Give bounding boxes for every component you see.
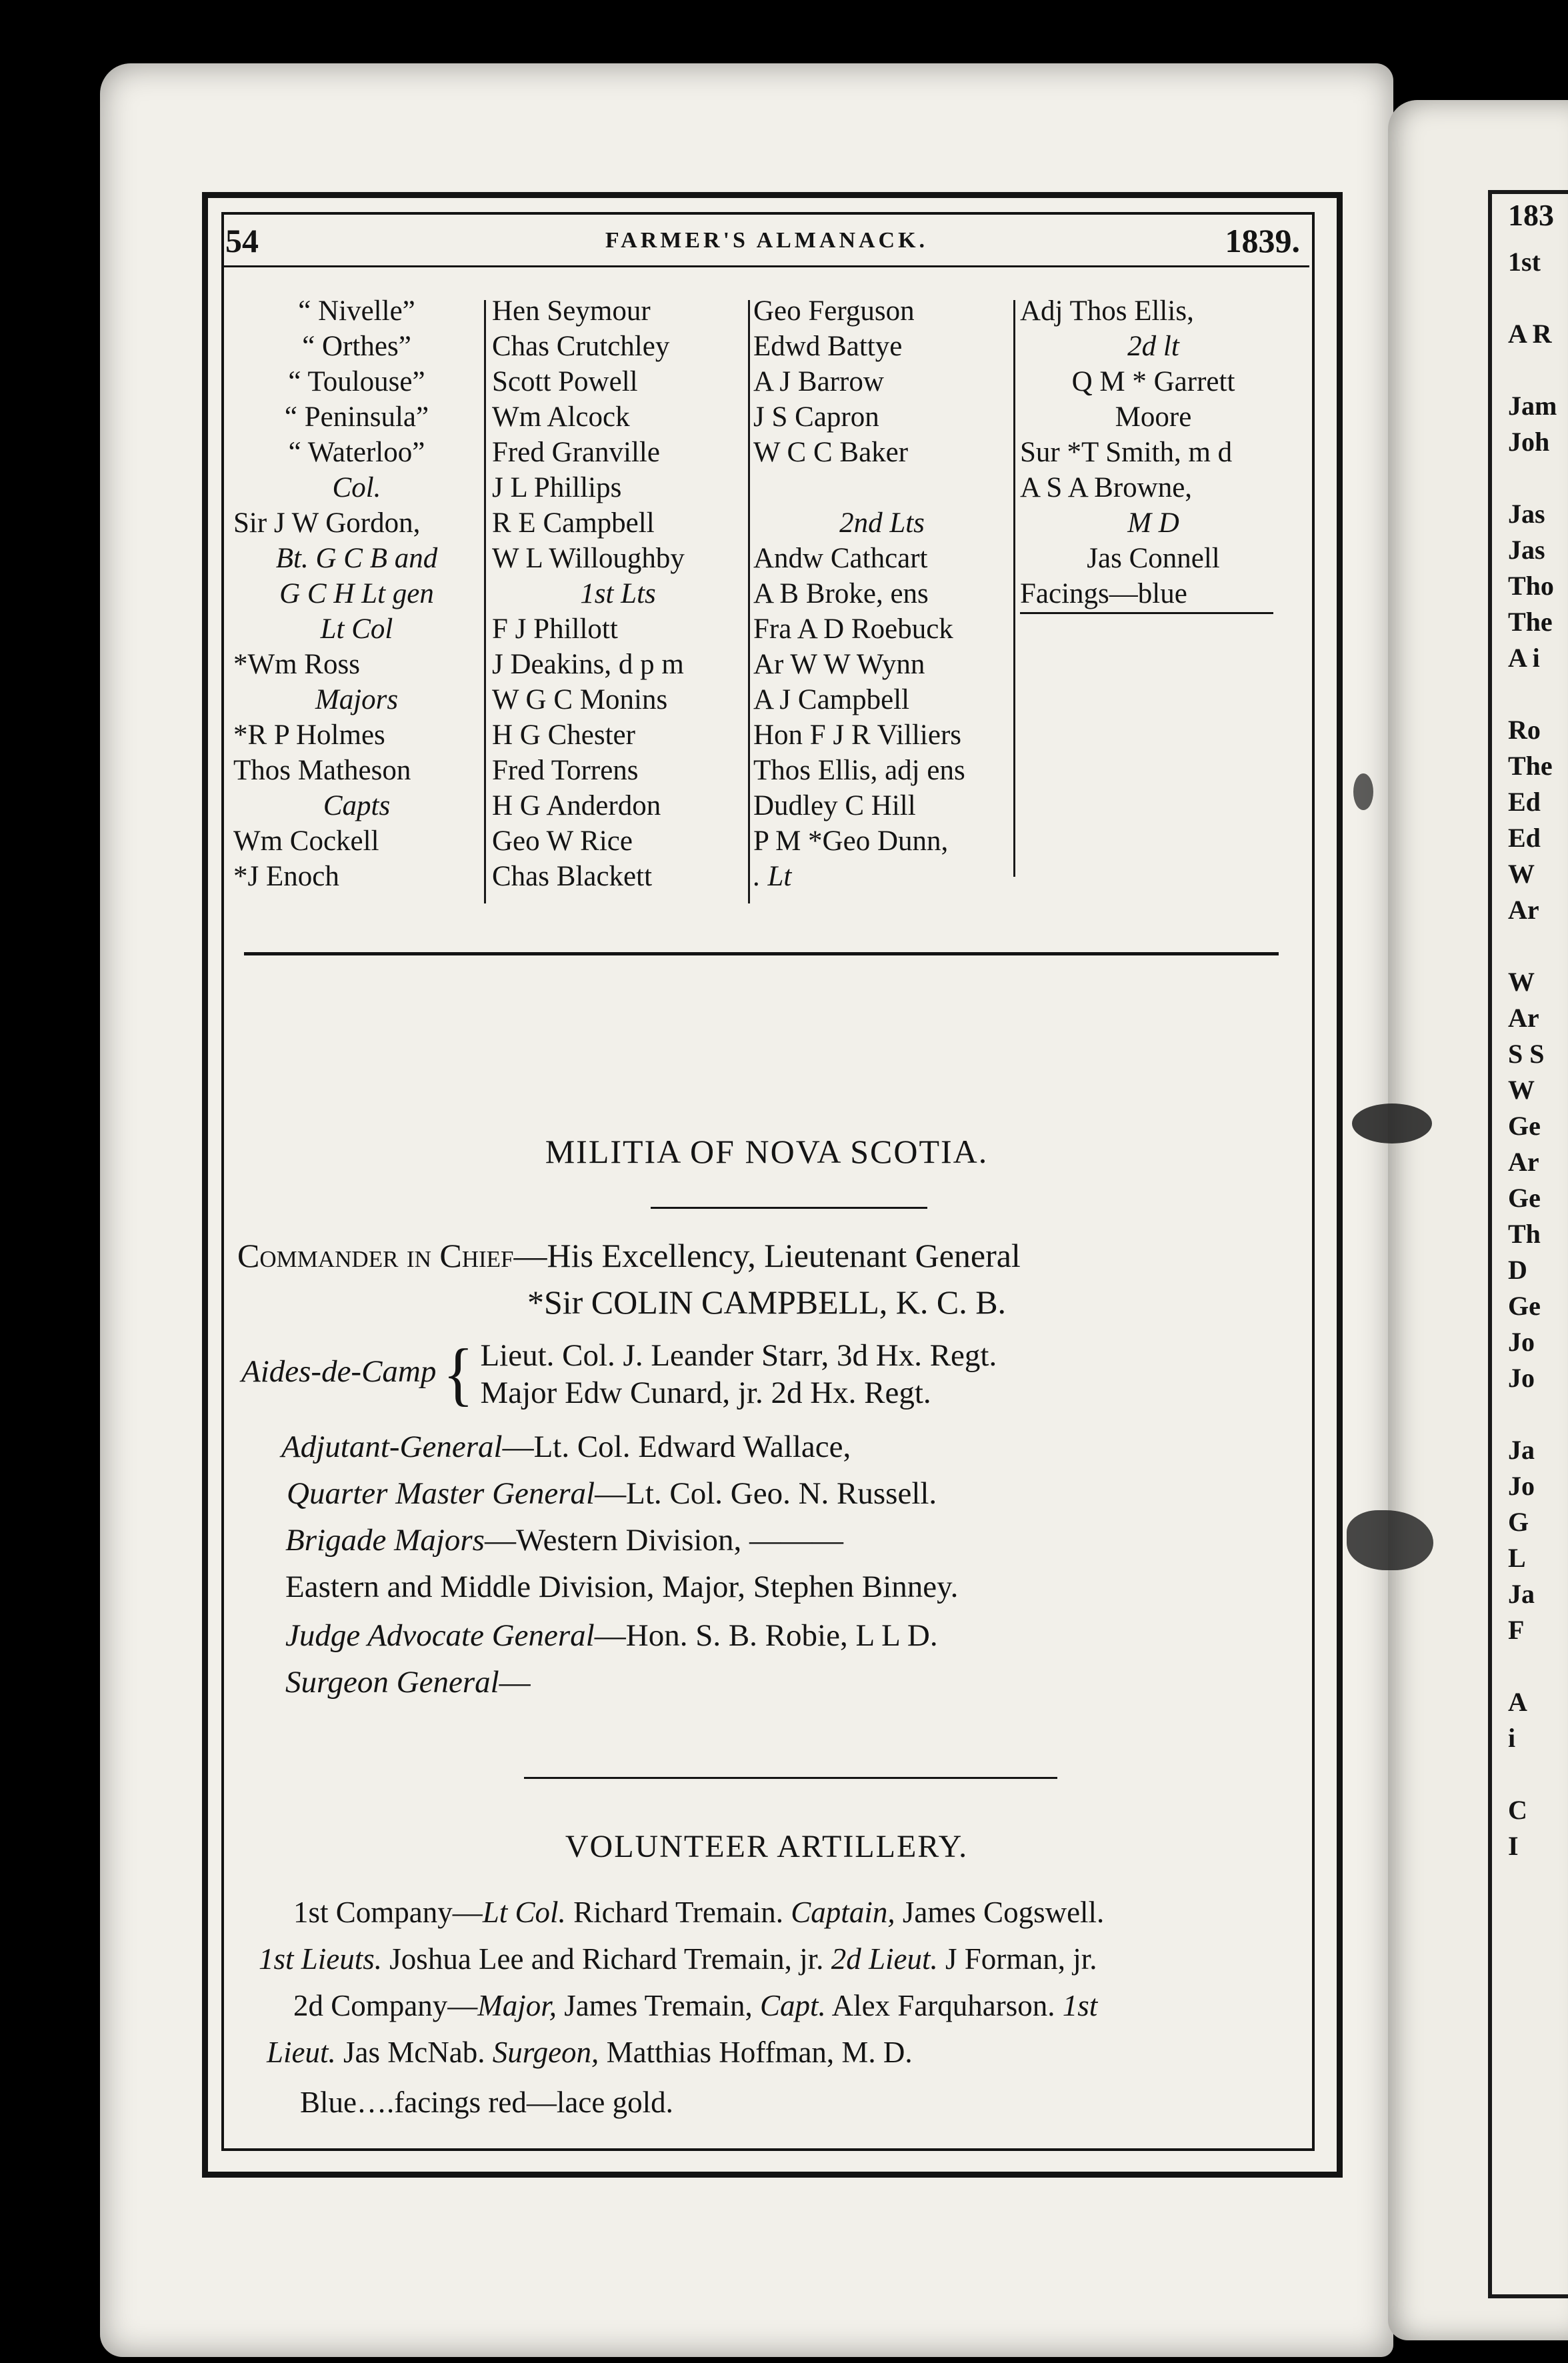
officer-entry: A J Campbell	[753, 684, 910, 715]
right-page-line: Ed	[1508, 787, 1541, 817]
qm-label: Quarter Master General	[287, 1476, 595, 1511]
officer-entry: H G Anderdon	[492, 790, 661, 821]
officer-entry: “ Peninsula”	[284, 401, 429, 433]
officer-entry: Hen Seymour	[492, 295, 651, 327]
officer-entry: Hon F J R Villiers	[753, 719, 962, 751]
page-number: 54	[225, 222, 259, 259]
qm-text: —Lt. Col. Geo. N. Russell.	[595, 1476, 937, 1511]
right-page-line: 1st	[1508, 247, 1541, 277]
right-page-line: W	[1508, 1075, 1535, 1105]
right-page-line: D	[1508, 1255, 1527, 1285]
surgeon-line	[285, 1659, 1352, 1706]
officer-column-2	[492, 293, 744, 894]
brigade-label: Brigade Majors	[285, 1523, 485, 1558]
officer-entry: J L Phillips	[492, 472, 622, 503]
column-divider	[748, 300, 750, 903]
artillery-text: Joshua Lee and Richard Tremain, jr.	[382, 1942, 831, 1976]
officer-entry: Moore	[1115, 401, 1192, 433]
officer-entry: Capts	[323, 790, 391, 821]
officer-entry: Sir J W Gordon,	[233, 507, 421, 539]
officer-entry: A B Broke, ens	[753, 578, 929, 609]
right-page-line: Jo	[1508, 1471, 1535, 1501]
judge-line	[285, 1612, 1352, 1659]
artillery-text: Matthias Hoffman, M. D.	[599, 2036, 913, 2069]
officer-entry: P M *Geo Dunn,	[753, 825, 949, 857]
brigade-text: —Western Division, ———	[484, 1523, 843, 1558]
artillery-text: James Tremain,	[557, 1989, 761, 2022]
brigade-line	[285, 1517, 1352, 1564]
right-page-line: Ja	[1508, 1435, 1535, 1465]
officer-entry: H G Chester	[492, 719, 635, 751]
officer-entry: J S Capron	[753, 401, 879, 433]
column-rule	[1020, 612, 1273, 614]
right-page-line: Jas	[1508, 535, 1545, 565]
officer-entry: Fred Torrens	[492, 755, 639, 786]
right-page-line: A R	[1508, 319, 1552, 349]
officer-entry: “ Orthes”	[302, 331, 411, 362]
officer-column-4	[1020, 293, 1287, 611]
right-page-line: Ed	[1508, 823, 1541, 853]
officer-entry: Fra A D Roebuck	[753, 613, 953, 645]
title-rule	[651, 1207, 927, 1209]
right-page-line: Ge	[1508, 1291, 1541, 1321]
artillery-rank: 1st Lieuts.	[259, 1942, 383, 1976]
right-page-line: Ar	[1508, 895, 1539, 925]
officer-entry	[753, 470, 1011, 505]
officer-entry: “ Nivelle”	[298, 295, 415, 327]
artillery-text: 1st Company—	[293, 1896, 483, 1929]
officer-entry: W C C Baker	[753, 437, 909, 468]
officer-entry: Col.	[332, 472, 381, 503]
right-page-line	[1508, 352, 1568, 388]
officer-entry: Majors	[315, 684, 399, 715]
commander-line	[237, 1232, 1304, 1279]
officer-entry: Geo W Rice	[492, 825, 633, 857]
right-page-line: I	[1508, 1831, 1519, 1861]
officer-entry: Thos Matheson	[233, 755, 411, 786]
artillery-text: J Forman, jr.	[937, 1942, 1097, 1976]
officer-entry: . Lt	[753, 861, 792, 892]
right-page-line: Jo	[1508, 1363, 1535, 1393]
surgeon-label: Surgeon General	[285, 1665, 499, 1700]
officer-entry: *J Enoch	[233, 861, 339, 892]
right-page-line	[1508, 460, 1568, 496]
officer-entry: W L Willoughby	[492, 543, 685, 574]
aide-1: Lieut. Col. J. Leander Starr, 3d Hx. Regt.	[480, 1338, 997, 1373]
officer-entry: Wm Cockell	[233, 825, 379, 857]
officer-entry: G C H Lt gen	[279, 578, 434, 609]
column-divider	[1013, 300, 1015, 877]
right-page-line: The	[1508, 607, 1553, 637]
artillery-rank: 1st	[1062, 1989, 1098, 2022]
officer-entry: Thos Ellis, adj ens	[753, 755, 965, 786]
aides-list	[480, 1337, 997, 1412]
artillery-line-3	[293, 1982, 1360, 2029]
right-page-text	[1508, 197, 1568, 1864]
officer-entry: Chas Blackett	[492, 861, 653, 892]
aides-label: Aides-de-Camp	[241, 1354, 437, 1389]
artillery-text: Richard Tremain.	[565, 1896, 791, 1929]
officer-entry: Adj Thos Ellis,	[1020, 295, 1194, 327]
artillery-line-1	[293, 1889, 1360, 1936]
officer-entry: Sur *T Smith, m d	[1020, 437, 1233, 468]
officer-entry: Dudley C Hill	[753, 790, 916, 821]
officer-entry: A S A Browne,	[1020, 472, 1193, 503]
officer-entry: *Wm Ross	[233, 649, 360, 680]
right-page-line	[1508, 676, 1568, 712]
right-page-line	[1508, 280, 1568, 316]
judge-text: —Hon. S. B. Robie, L L D.	[594, 1618, 938, 1653]
commander-text: —His Excellency, Lieutenant General	[513, 1237, 1021, 1274]
right-page-line: W	[1508, 967, 1535, 997]
right-page-line: G	[1508, 1507, 1529, 1537]
right-page-line: Jam	[1508, 391, 1557, 421]
right-page-line	[1508, 1648, 1568, 1684]
officer-entry: F J Phillott	[492, 613, 618, 645]
officer-entry: J Deakins, d p m	[492, 649, 684, 680]
judge-label: Judge Advocate General	[285, 1618, 595, 1653]
aides-de-camp	[241, 1334, 1308, 1414]
right-page-line: L	[1508, 1543, 1526, 1573]
officer-entry: Edwd Battye	[753, 331, 903, 362]
artillery-rank: Major,	[477, 1989, 557, 2022]
artillery-rank: Captain,	[791, 1896, 895, 1929]
commander-name: *Sir COLIN CAMPBELL, K. C. B.	[527, 1284, 1007, 1321]
surgeon-text: —	[499, 1665, 531, 1700]
running-head	[223, 215, 1311, 268]
right-page-line: A i	[1508, 643, 1540, 673]
militia-title: MILITIA OF NOVA SCOTIA.	[545, 1133, 989, 1170]
officer-entry: R E Campbell	[492, 507, 655, 539]
right-page-line: W	[1508, 859, 1535, 889]
artillery-title: VOLUNTEER ARTILLERY.	[565, 1829, 969, 1864]
right-page-line: Tho	[1508, 571, 1554, 601]
right-page-line	[1508, 1396, 1568, 1432]
officer-entry: 1st Lts	[580, 578, 656, 609]
ink-blot	[1352, 1103, 1432, 1143]
officer-entry: Bt. G C B and	[275, 543, 438, 574]
artillery-text: 2d Company—	[293, 1989, 478, 2022]
officer-entry: W G C Monins	[492, 684, 668, 715]
right-page-line: Ar	[1508, 1147, 1539, 1177]
artillery-rank: Surgeon,	[492, 2036, 599, 2069]
artillery-text: James Cogswell.	[895, 1896, 1105, 1929]
page-title: FARMER'S ALMANACK.	[605, 228, 929, 253]
right-page-line	[1508, 1756, 1568, 1792]
artillery-rank: 2d Lieut.	[831, 1942, 938, 1976]
officer-entry: Q M * Garrett	[1071, 366, 1235, 397]
officer-entry: Ar W W Wynn	[753, 649, 925, 680]
officer-entry: *R P Holmes	[233, 719, 385, 751]
officer-entry: Andw Cathcart	[753, 543, 928, 574]
artillery-line-5: Blue….facings red—lace gold.	[300, 2086, 673, 2119]
right-page-line: Th	[1508, 1219, 1541, 1249]
ink-spot	[1353, 773, 1373, 810]
right-page-line: Jas	[1508, 499, 1545, 529]
adjutant-label: Adjutant-General	[281, 1430, 503, 1464]
artillery-line-2	[259, 1936, 1325, 1982]
right-page-line: S S	[1508, 1039, 1545, 1069]
officer-column-1	[233, 293, 480, 894]
right-page-line: The	[1508, 751, 1553, 781]
right-page-line: Ja	[1508, 1579, 1535, 1609]
artillery-rule	[524, 1777, 1057, 1779]
right-page-line: Ar	[1508, 1003, 1539, 1033]
right-page-line: Ro	[1508, 715, 1541, 745]
officer-entry: Chas Crutchley	[492, 331, 670, 362]
right-page-line: Joh	[1508, 427, 1550, 457]
officer-entry: Lt Col	[320, 613, 393, 645]
section-rule	[244, 952, 1279, 955]
quartermaster-line	[287, 1470, 1353, 1517]
adjutant-line	[281, 1424, 1348, 1470]
officer-entry: Wm Alcock	[492, 401, 630, 433]
officer-entry: 2d lt	[1127, 331, 1179, 362]
artillery-text: Jas McNab.	[335, 2036, 493, 2069]
adjutant-text: —Lt. Col. Edward Wallace,	[502, 1430, 851, 1464]
right-page-line	[1508, 928, 1568, 964]
officer-entry: M D	[1127, 507, 1179, 539]
right-page-header: 183	[1508, 198, 1554, 232]
right-page-line: Ge	[1508, 1111, 1541, 1141]
right-page-line: Jo	[1508, 1327, 1535, 1357]
officer-entry: Facings—blue	[1020, 578, 1187, 609]
header-rule	[224, 265, 1309, 267]
officer-entry: “ Waterloo”	[288, 437, 425, 468]
artillery-text: Alex Farquharson.	[825, 1989, 1063, 2022]
officer-entry: “ Toulouse”	[288, 366, 425, 397]
artillery-rank: Lt Col.	[482, 1896, 566, 1929]
aide-2: Major Edw Cunard, jr. 2d Hx. Regt.	[480, 1376, 931, 1410]
column-divider	[484, 300, 486, 903]
artillery-line-4	[267, 2029, 1333, 2076]
right-page-line: i	[1508, 1723, 1516, 1753]
year: 1839.	[1225, 222, 1300, 259]
officer-entry: 2nd Lts	[839, 507, 925, 539]
officer-entry: A J Barrow	[753, 366, 884, 397]
officer-column-3	[753, 293, 1011, 894]
artillery-rank: Lieut.	[267, 2036, 336, 2069]
right-page-line: F	[1508, 1615, 1525, 1645]
brace: {	[443, 1334, 474, 1414]
officer-entry: Jas Connell	[1087, 543, 1220, 574]
right-page-line: Ge	[1508, 1183, 1541, 1213]
artillery-rank: Capt.	[760, 1989, 826, 2022]
officer-entry: Scott Powell	[492, 366, 638, 397]
eastern-line: Eastern and Middle Division, Major, Stephen Binney.	[285, 1570, 959, 1604]
officer-entry: Geo Ferguson	[753, 295, 915, 327]
officer-entry: Fred Granville	[492, 437, 660, 468]
commander-label: Commander in Chief	[237, 1237, 514, 1274]
right-page-line: A	[1508, 1687, 1527, 1717]
right-page-line: C	[1508, 1795, 1527, 1825]
